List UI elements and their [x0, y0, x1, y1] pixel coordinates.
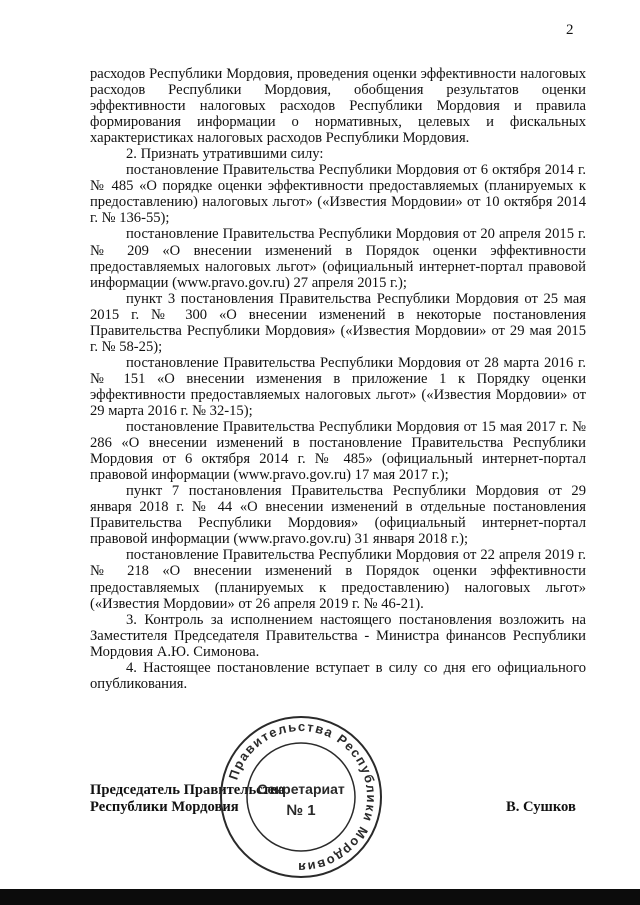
page-number: 2 — [566, 22, 574, 38]
paragraph-repeal-1: постановление Правительства Республики Мордовия от 6 октября 2014 г. № 485 «О порядке оценки эффективности предоставляемых (планируемых к предоставлению) налоговых льгот» («Известия Мордовии» от 10 октября 2014 г. № 136-55); — [90, 162, 586, 227]
signatory-title-line1: Председатель Правительства — [90, 782, 286, 798]
paragraph-repeal-7: постановление Правительства Республики Мордовия от 22 апреля 2019 г. № 218 «О внесении изменений в Порядок оценки эффективности предоставляемых (планируемых к предоставлению) налоговых льгот» («Известия Мордовии» от 26 апреля 2019 г. № 46-21). — [90, 547, 586, 612]
signatory-name: В. Сушков — [506, 799, 576, 815]
paragraph-item-4: 4. Настоящее постановление вступает в силу со дня его официального опубликования. — [90, 659, 586, 692]
paragraph-item-3: 3. Контроль за исполнением настоящего постановления возложить на Заместителя Председателя Правительства - Министра финансов Республики Мордовия А.Ю. Симонова. — [90, 611, 586, 660]
paragraph-repeal-6: пункт 7 постановления Правительства Республики Мордовия от 29 января 2018 г. № 44 «О внесении изменений в отдельные постановления Правительства Республики Мордовия» (официальный интернет-портал правовой информации (www.pravo.gov.ru) 31 января 2018 г.); — [90, 483, 586, 548]
paragraph-continuation: расходов Республики Мордовия, проведения оценки эффективности налоговых расходов Республики Мордовия, обобщения результатов оценки эффективности налоговых расходов Республики Мордовия и правила формирования информации о нормативных, целевых и фискальных характеристиках налоговых расходов Республики Мордовия. — [90, 66, 586, 147]
paragraph-repeal-2: постановление Правительства Республики Мордовия от 20 апреля 2015 г. № 209 «О внесении изменений в Порядок оценки эффективности предоставляемых налоговых льгот» (официальный интернет-портал правовой информации (www.pravo.gov.ru) 27 апреля 2015 г.); — [90, 226, 586, 291]
document-body — [90, 66, 586, 692]
paragraph-repeal-5: постановление Правительства Республики Мордовия от 15 мая 2017 г. № 286 «О внесении изменений в постановление Правительства Республики Мордовия от 6 октября 2014 г. № 485» (официальный интернет-портал правовой информации (www.pravo.gov.ru) 17 мая 2017 г.); — [90, 419, 586, 484]
paragraph-repeal-4: постановление Правительства Республики Мордовия от 28 марта 2016 г. № 151 «О внесении изменения в приложение 1 к Порядку оценки эффективности предоставляемых налоговых льгот» («Известия Мордовии» от 29 марта 2016 г. № 32-15); — [90, 354, 586, 419]
scan-bottom-edge — [0, 889, 640, 905]
stamp-ring-text: Правительства Республики Мордовия — [225, 718, 380, 876]
signatory-title-line2: Республики Мордовия — [90, 799, 239, 815]
paragraph-item-2: 2. Признать утратившими силу: — [126, 146, 324, 163]
stamp-center-line2: № 1 — [286, 802, 316, 819]
paragraph-repeal-3: пункт 3 постановления Правительства Республики Мордовия от 25 мая 2015 г. № 300 «О внесении изменений в некоторые постановления Правительства Республики Мордовия» («Известия Мордовии» от 29 мая 2015 г. № 58-25); — [90, 290, 586, 355]
official-stamp — [216, 712, 386, 882]
stamp-center-line1: Секретариат — [257, 781, 345, 797]
